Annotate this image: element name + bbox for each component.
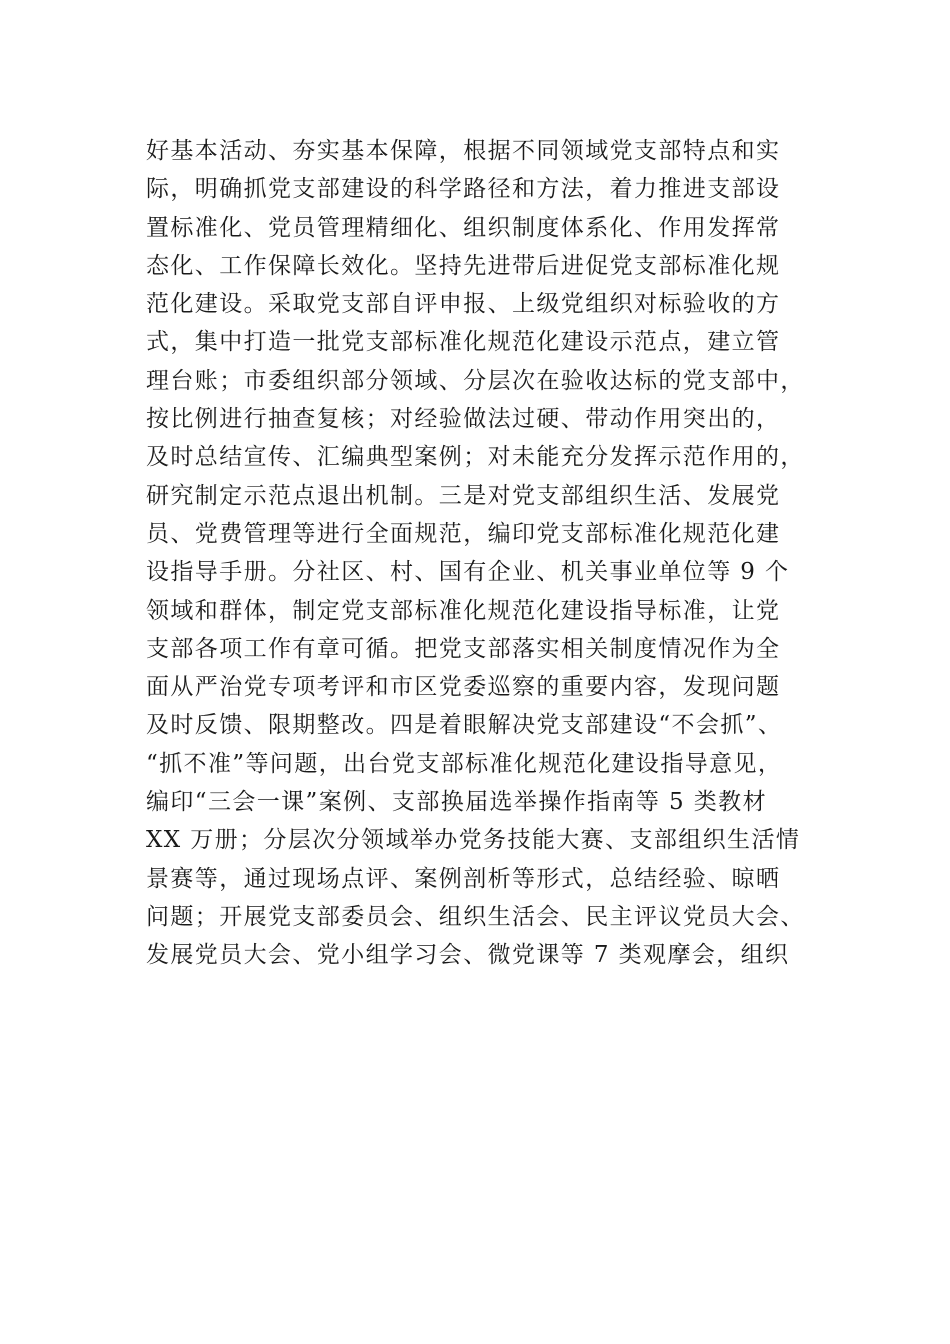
text-line: 面从严治党专项考评和市区党委巡察的重要内容，发现问题 [146,674,781,701]
text-line: 按比例进行抽查复核；对经验做法过硬、带动作用突出的， [146,406,781,433]
text-line: 置标准化、党员管理精细化、组织制度体系化、作用发挥常 [146,214,781,241]
text-line: 领域和群体，制定党支部标准化规范化建设指导标准，让党 [146,597,781,624]
text-line: 发展党员大会、党小组学习会、微党课等 7 类观摩会，组织 [146,942,790,969]
text-line: 理台账；市委组织部分领域、分层次在验收达标的党支部中， [146,367,805,394]
text-line: 研究制定示范点退出机制。三是对党支部组织生活、发展党 [146,482,781,509]
text-line: 景赛等，通过现场点评、案例剖析等形式，总结经验、晾晒 [146,865,781,892]
text-line: 编印“三会一课”案例、支部换届选举操作指南等 5 类教材 [146,789,767,816]
text-line: 设指导手册。分社区、村、国有企业、机关事业单位等 9 个 [146,559,790,586]
body-text [146,132,806,975]
text-line: 员、党费管理等进行全面规范，编印党支部标准化规范化建 [146,520,781,547]
text-line: 范化建设。采取党支部自评申报、上级党组织对标验收的方 [146,291,781,318]
text-line: 及时总结宣传、汇编典型案例；对未能充分发挥示范作用的， [146,444,805,471]
text-line: 支部各项工作有章可循。把党支部落实相关制度情况作为全 [146,635,781,662]
text-line: 际，明确抓党支部建设的科学路径和方法，着力推进支部设 [146,176,781,203]
text-line: “抓不准”等问题，出台党支部标准化规范化建设指导意见， [146,750,783,777]
text-line: XX 万册；分层次分领域举办党务技能大赛、支部组织生活情 [146,827,801,854]
text-line: 式，集中打造一批党支部标准化规范化建设示范点，建立管 [146,329,781,356]
text-line: 问题；开展党支部委员会、组织生活会、民主评议党员大会、 [146,903,805,930]
text-line: 态化、工作保障长效化。坚持先进带后进促党支部标准化规 [146,252,781,279]
text-line: 及时反馈、限期整改。四是着眼解决党支部建设“不会抓”、 [146,712,783,739]
text-line: 好基本活动、夯实基本保障，根据不同领域党支部特点和实 [146,138,781,164]
